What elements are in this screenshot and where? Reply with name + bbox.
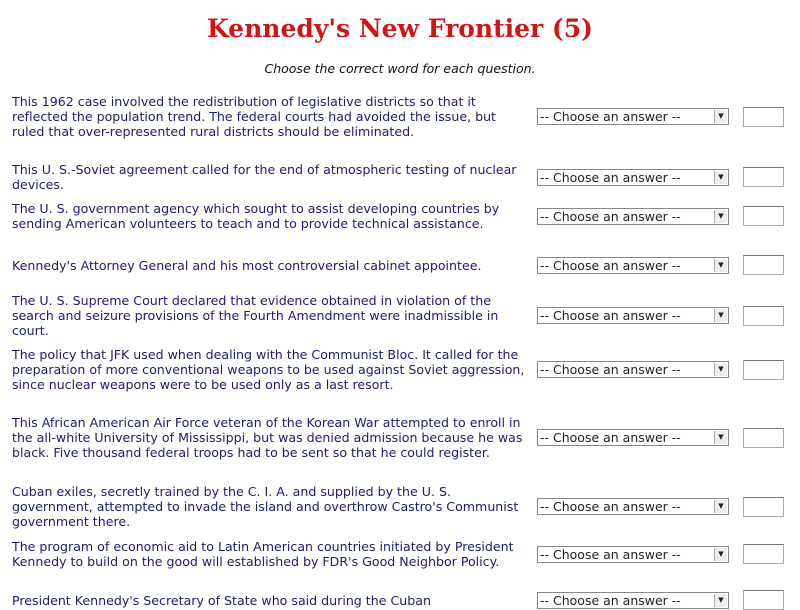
- question-text: President Kennedy's Secretary of State who said during the Cuban: [12, 592, 431, 608]
- answer-select[interactable]: [537, 169, 729, 186]
- select-value: -- Choose an answer --: [540, 592, 681, 608]
- answer-select[interactable]: [537, 307, 729, 324]
- select-value: -- Choose an answer --: [540, 208, 681, 224]
- question-text: The U. S. government agency which sought to assist developing countries by sending American volunteers to teach and to provide technical assistance.: [12, 201, 500, 231]
- answer-result-field[interactable]: [743, 167, 784, 187]
- select-value: -- Choose an answer --: [540, 362, 681, 377]
- select-value: -- Choose an answer --: [540, 308, 681, 323]
- question-text: The U. S. Supreme Court declared that evidence obtained in violation of the search and seizure provisions of the Fourth Amendment were inadmissible in court.: [12, 293, 499, 338]
- select-value: -- Choose an answer --: [540, 257, 681, 273]
- dropdown-arrow-icon: ▼: [714, 363, 727, 376]
- question-text: The policy that JFK used when dealing with the Communist Bloc. It called for the preparation of more conventional weapons to be used against Soviet aggression, since nuclear weapons were to be used only as a last resort.: [12, 347, 525, 392]
- dropdown-arrow-icon: ▼: [714, 548, 727, 561]
- select-value: -- Choose an answer --: [540, 499, 681, 514]
- answer-result-field[interactable]: [743, 360, 784, 380]
- answer-result-field[interactable]: [743, 206, 784, 226]
- answer-select[interactable]: [537, 208, 729, 225]
- question-text: This African American Air Force veteran of the Korean War attempted to enroll in the all-white University of Mississippi, but was denied admission because he was black. Five thousand federal troops had to be sent so that he could register.: [12, 415, 523, 460]
- question-row: [12, 94, 792, 139]
- question-text: The program of economic aid to Latin American countries initiated by President Kennedy to build on the good will established by FDR's Good Neighbor Policy.: [12, 539, 514, 569]
- question-row: [12, 484, 792, 529]
- answer-select[interactable]: [537, 498, 729, 515]
- select-value: -- Choose an answer --: [540, 546, 681, 562]
- select-value: -- Choose an answer --: [540, 169, 681, 185]
- dropdown-arrow-icon: ▼: [714, 259, 727, 272]
- answer-select[interactable]: [537, 592, 729, 609]
- answer-select[interactable]: [537, 257, 729, 274]
- dropdown-arrow-icon: ▼: [714, 594, 727, 607]
- question-row: [12, 255, 792, 275]
- page-title: Kennedy's New Frontier (5): [207, 14, 593, 43]
- dropdown-arrow-icon: ▼: [714, 431, 727, 444]
- answer-result-field[interactable]: [743, 497, 784, 517]
- answer-result-field[interactable]: [743, 428, 784, 448]
- question-row: [12, 293, 792, 338]
- answer-result-field[interactable]: [743, 306, 784, 326]
- select-value: -- Choose an answer --: [540, 109, 681, 124]
- question-text: Kennedy's Attorney General and his most controversial cabinet appointee.: [12, 257, 482, 273]
- answer-result-field[interactable]: [743, 107, 784, 127]
- dropdown-arrow-icon: ▼: [714, 309, 727, 322]
- answer-select[interactable]: [537, 429, 729, 446]
- question-row: [12, 590, 792, 610]
- answer-select[interactable]: [537, 361, 729, 378]
- question-text: This 1962 case involved the redistribution of legislative districts so that it reflected the population trend. The federal courts had avoided the issue, but ruled that over-represented rural districts should be eliminated.: [12, 94, 496, 139]
- dropdown-arrow-icon: ▼: [714, 500, 727, 513]
- question-text: This U. S.-Soviet agreement called for the end of atmospheric testing of nuclear devices.: [12, 162, 517, 192]
- answer-result-field[interactable]: [743, 255, 784, 275]
- answer-result-field[interactable]: [743, 544, 784, 564]
- select-value: -- Choose an answer --: [540, 430, 681, 445]
- question-row: [12, 347, 792, 392]
- dropdown-arrow-icon: ▼: [714, 110, 727, 123]
- question-row: [12, 539, 792, 569]
- question-text: Cuban exiles, secretly trained by the C. I. A. and supplied by the U. S. government, attempted to invade the island and overthrow Castro's Communist government there.: [12, 484, 519, 529]
- dropdown-arrow-icon: ▼: [714, 171, 727, 184]
- question-row: [12, 415, 792, 460]
- instructions: Choose the correct word for each question.: [264, 61, 536, 76]
- answer-select[interactable]: [537, 546, 729, 563]
- question-row: [12, 201, 792, 231]
- answer-result-field[interactable]: [743, 590, 784, 610]
- dropdown-arrow-icon: ▼: [714, 210, 727, 223]
- question-row: [12, 162, 792, 192]
- answer-select[interactable]: [537, 108, 729, 125]
